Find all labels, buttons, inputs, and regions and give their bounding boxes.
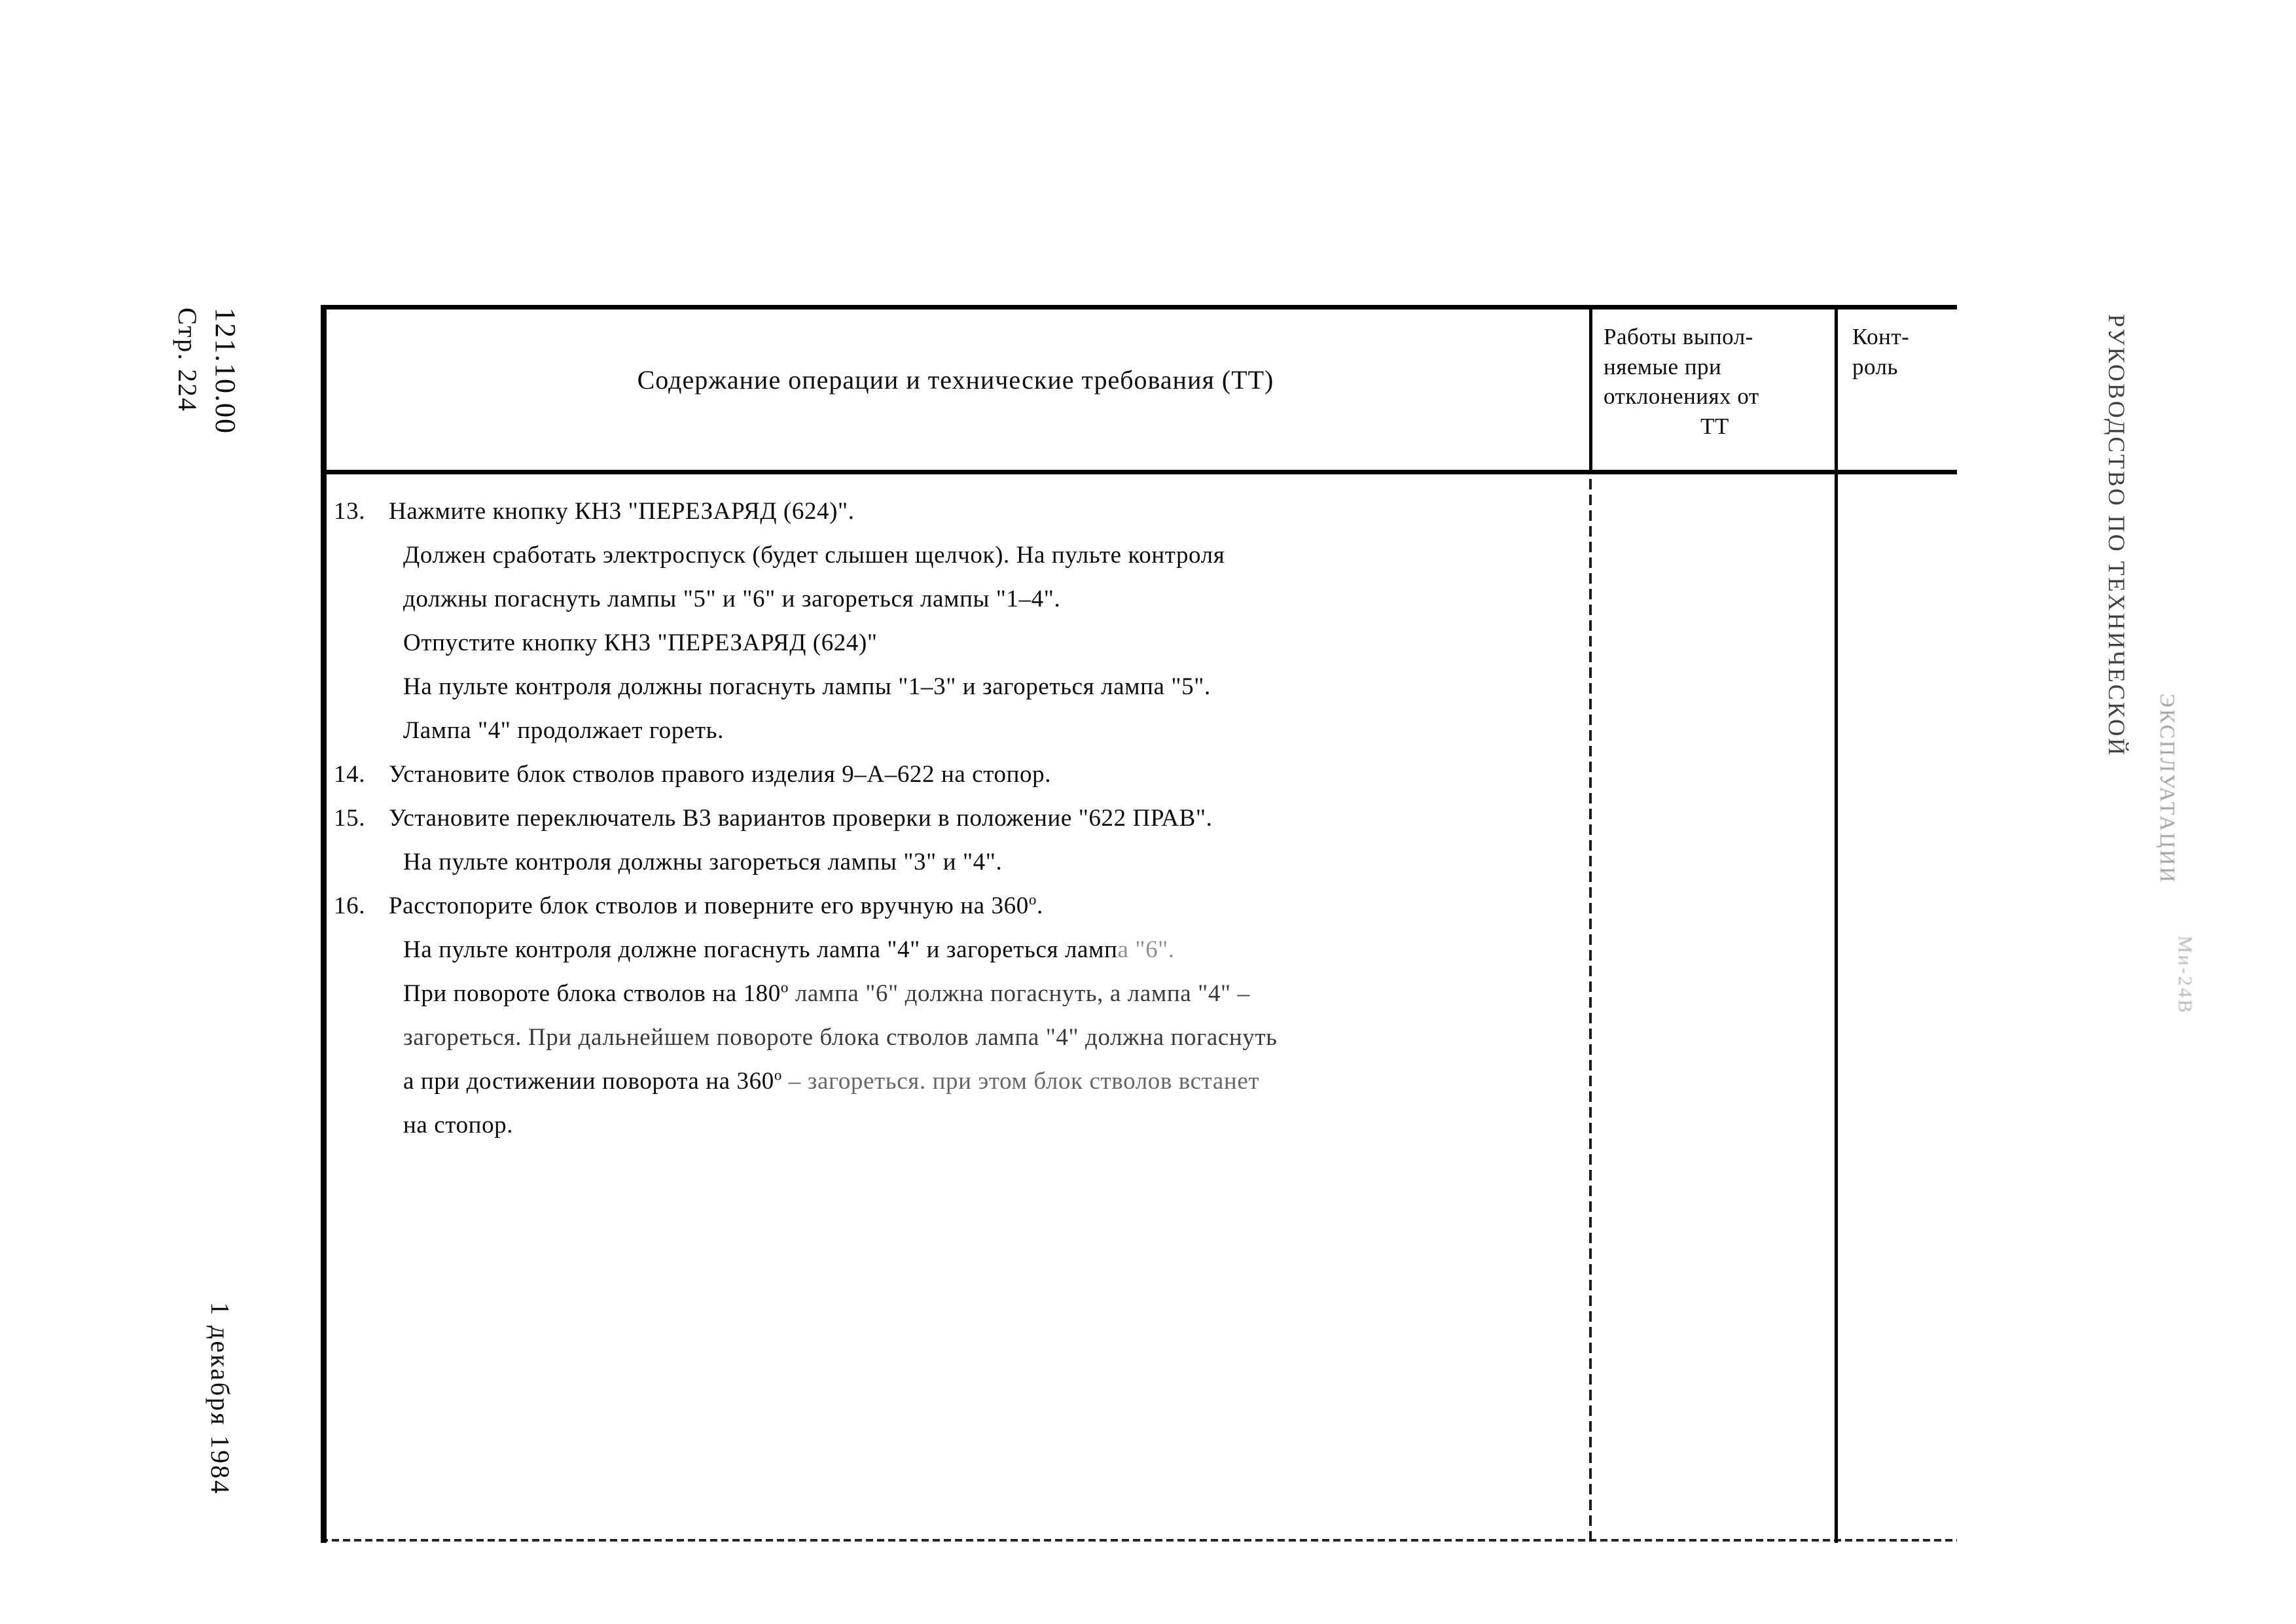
step-13 bbox=[334, 497, 1571, 525]
degree-symbol-icon: o bbox=[780, 979, 789, 996]
spacer bbox=[334, 879, 1571, 892]
step-13-line-2: должны погаснуть лампы "5" и "6" и загореться лампы "1–4". bbox=[403, 586, 1061, 612]
table-header-deviations-line-2: няемые при bbox=[1604, 353, 1722, 380]
page-number-label: Стр. 224 bbox=[173, 308, 202, 413]
spacer bbox=[334, 747, 1571, 760]
step-13-line-5: Лампа "4" продолжает гореть. bbox=[403, 717, 724, 744]
step-16-line-4 bbox=[389, 1067, 1571, 1095]
step-16-line-1-faded: а "6". bbox=[1117, 936, 1175, 963]
step-14-text: Установите блок стволов правого изделия 9–А–622 на стопор. bbox=[389, 761, 1052, 788]
spacer bbox=[334, 1054, 1571, 1067]
document-date-label: 1 декабря 1984 bbox=[206, 1302, 235, 1496]
step-16-text-after: . bbox=[1036, 892, 1043, 919]
step-16-line-1-text: На пульте контроля должне погаснуть лампа "4" и загореться ламп bbox=[403, 936, 1118, 963]
spacer bbox=[334, 1098, 1571, 1111]
table-bottom-border bbox=[321, 1539, 1957, 1542]
step-16 bbox=[334, 892, 1571, 920]
step-16-line-1 bbox=[389, 936, 1571, 964]
spacer bbox=[334, 966, 1571, 980]
step-15 bbox=[334, 804, 1571, 832]
step-13-line-4: На пульте контроля должны погаснуть лампы "1–3" и загореться лампа "5". bbox=[403, 673, 1211, 700]
step-15-number: 15. bbox=[334, 805, 366, 832]
spacer bbox=[334, 616, 1571, 629]
table-header-deviations bbox=[1604, 322, 1826, 441]
step-14-number: 14. bbox=[334, 761, 366, 788]
step-16-text bbox=[389, 892, 1571, 920]
table-header-deviations-line-1: Работы выпол- bbox=[1604, 324, 1753, 349]
step-16-number: 16. bbox=[334, 892, 366, 919]
spacer bbox=[334, 703, 1571, 716]
table-header-control bbox=[1852, 322, 1957, 381]
spacer bbox=[334, 923, 1571, 936]
table-column-divider-1 bbox=[1589, 306, 1592, 1542]
step-15-line-1: На пульте контроля должны загореться лампы "3" и "4". bbox=[403, 849, 1003, 875]
step-16-line-4-text: а при достижении поворота на 360 bbox=[403, 1068, 774, 1095]
step-16-line-2-text: При повороте блока стволов на 180 bbox=[403, 980, 781, 1007]
step-13-text: Нажмите кнопку КН3 "ПЕРЕЗАРЯД (624)". bbox=[389, 498, 855, 525]
spacer bbox=[334, 835, 1571, 848]
step-14 bbox=[334, 760, 1571, 788]
degree-symbol-icon: o bbox=[774, 1067, 782, 1084]
step-15-text: Установите переключатель В3 вариантов проверки в положение "622 ПРАВ". bbox=[389, 805, 1213, 832]
manual-subtitle-vertical-label: ЭКСПЛУАТАЦИИ bbox=[2156, 694, 2179, 885]
table-header-separator bbox=[321, 470, 1957, 474]
spacer bbox=[334, 791, 1571, 804]
step-13-line-3: Отпустите кнопку КН3 "ПЕРЕЗАРЯД (624)" bbox=[403, 629, 878, 656]
spacer bbox=[334, 572, 1571, 585]
spacer bbox=[334, 528, 1571, 541]
table-header-control-line-2: роль bbox=[1852, 353, 1898, 380]
step-13-number: 13. bbox=[334, 498, 366, 525]
table-header-content: Содержание операции и технические требования (ТТ) bbox=[637, 365, 1274, 395]
manual-model-vertical-label: Ми-24В bbox=[2174, 936, 2196, 1015]
step-16-line-5: на стопор. bbox=[403, 1112, 514, 1139]
spacer bbox=[334, 660, 1571, 673]
table-header-control-line-1: Конт- bbox=[1852, 324, 1910, 349]
step-16-line-2-mid: лампа "6" должна погаснуть, а лампа "4" – bbox=[789, 980, 1250, 1007]
step-16-line-2 bbox=[389, 980, 1571, 1008]
table-header-deviations-line-4: ТТ bbox=[1700, 413, 1729, 439]
step-13-line-1: Должен сработать электроспуск (будет слышен щелчок). На пульте контроля bbox=[403, 542, 1225, 569]
step-16-line-3: загореться. При дальнейшем повороте блока стволов лампа "4" должна погаснуть bbox=[403, 1024, 1278, 1051]
step-16-line-4-mid: – загореться. при этом блок стволов встанет bbox=[781, 1068, 1260, 1095]
step-16-text-before: Расстопорите блок стволов и поверните его вручную на 360 bbox=[389, 892, 1029, 919]
degree-symbol-icon: o bbox=[1028, 891, 1037, 908]
table-header-deviations-line-3: отклонениях от bbox=[1604, 383, 1759, 409]
manual-title-vertical-label: РУКОВОДСТВО ПО ТЕХНИЧЕСКОЙ bbox=[2104, 314, 2130, 757]
spacer bbox=[334, 1010, 1571, 1023]
operations-content-column bbox=[334, 497, 1571, 1142]
table-column-divider-2-faded bbox=[1835, 1341, 1838, 1544]
document-code-label: 121.10.00 bbox=[209, 308, 242, 434]
